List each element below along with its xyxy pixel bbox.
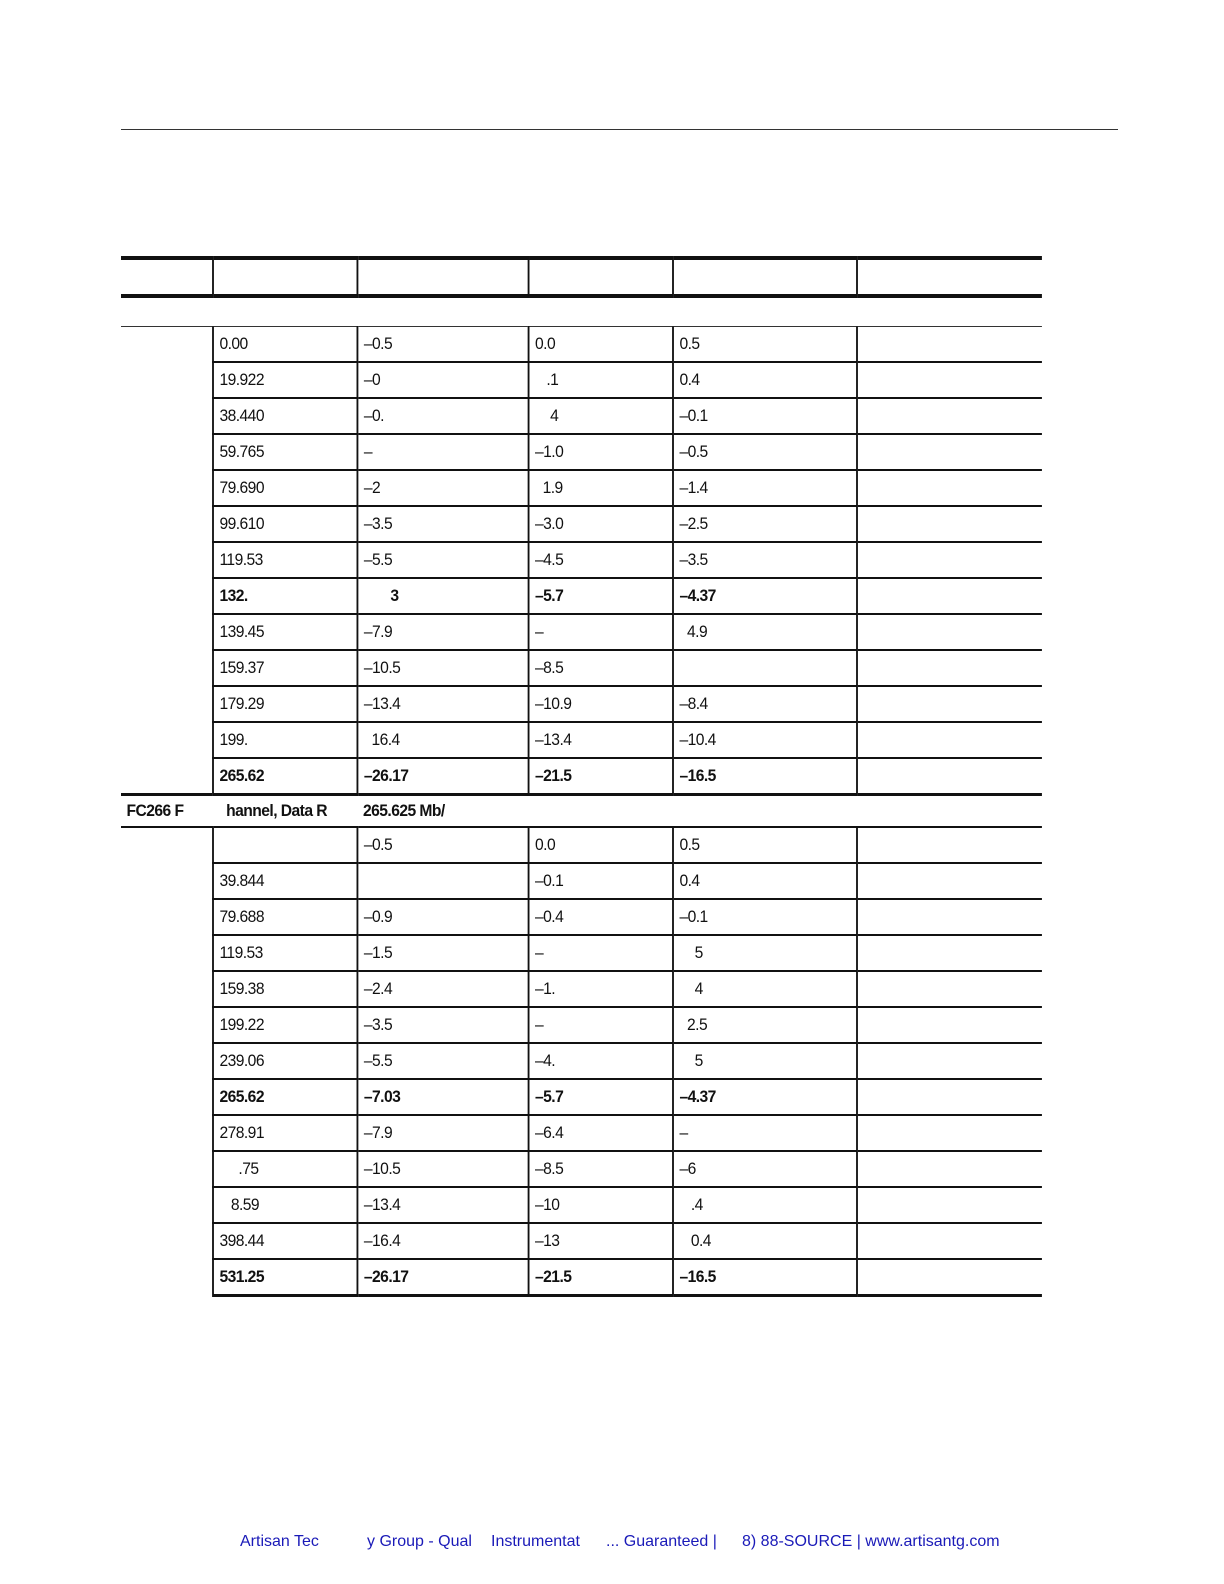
table-row: [121, 1007, 1042, 1043]
header-cell: [673, 258, 857, 296]
table-cell: –4.5: [529, 542, 673, 578]
footer: [0, 1533, 1224, 1555]
table-cell: 16.4: [357, 722, 528, 758]
row-label-cell: [121, 506, 213, 542]
table-cell: 4: [673, 971, 857, 1007]
table-cell: 119.53: [213, 935, 357, 971]
table-cell: 4: [529, 398, 673, 434]
table-cell: –7.03: [357, 1079, 528, 1115]
header-cell: [213, 258, 357, 296]
table-cell: 0.4: [673, 1223, 857, 1259]
table-cell: –0: [357, 362, 528, 398]
row-label-cell: [121, 434, 213, 470]
table-cell: –13.4: [529, 722, 673, 758]
table-cell: 38.440: [213, 398, 357, 434]
table-row: [121, 1043, 1042, 1079]
header-cell: [357, 258, 528, 296]
table-row: [121, 506, 1042, 542]
table-cell: –26.17: [357, 1259, 528, 1296]
table-cell: 398.44: [213, 1223, 357, 1259]
table-cell: 8.59: [213, 1187, 357, 1223]
row-label-cell: [121, 614, 213, 650]
row-label-cell: [121, 686, 213, 722]
table-row: [121, 1115, 1042, 1151]
table-row: [121, 650, 1042, 686]
table-cell: –16.5: [673, 758, 857, 795]
row-label-cell: [121, 1115, 213, 1151]
table-row: [121, 542, 1042, 578]
table-cell: –13.4: [357, 1187, 528, 1223]
table-row: [121, 935, 1042, 971]
row-label-cell: [121, 470, 213, 506]
table-cell: 0.4: [673, 863, 857, 899]
table-cell: –1.: [529, 971, 673, 1007]
table-cell: 4.9: [673, 614, 857, 650]
table-row: [121, 470, 1042, 506]
table-row: [121, 1223, 1042, 1259]
table-row: [121, 614, 1042, 650]
row-label-cell: [121, 935, 213, 971]
table-cell: 0.0: [529, 327, 673, 363]
table-cell: –3.0: [529, 506, 673, 542]
row-label-cell: [121, 650, 213, 686]
table-header-row: [121, 258, 1042, 296]
table-cell: –4.: [529, 1043, 673, 1079]
table-cell: [857, 899, 1042, 935]
table-row: [121, 827, 1042, 863]
table-cell: 99.610: [213, 506, 357, 542]
table-cell: 0.00: [213, 327, 357, 363]
table-cell: –6: [673, 1151, 857, 1187]
row-label-cell: [121, 899, 213, 935]
table-cell: [857, 1043, 1042, 1079]
table-cell: 179.29: [213, 686, 357, 722]
section-spacer-row: [121, 296, 1042, 327]
table-cell: –: [529, 935, 673, 971]
table-cell: [857, 1187, 1042, 1223]
table-cell: –1.4: [673, 470, 857, 506]
table-cell: 5: [673, 935, 857, 971]
table-row: [121, 327, 1042, 363]
table-cell: 39.844: [213, 863, 357, 899]
table-cell: 239.06: [213, 1043, 357, 1079]
table-cell: –8.5: [529, 1151, 673, 1187]
table-cell: [857, 1223, 1042, 1259]
table-cell: –7.9: [357, 1115, 528, 1151]
table-cell: [857, 650, 1042, 686]
table-cell: .4: [673, 1187, 857, 1223]
table-cell: –2: [357, 470, 528, 506]
table-cell: [857, 506, 1042, 542]
table-cell: –13.4: [357, 686, 528, 722]
table-cell: 0.0: [529, 827, 673, 863]
table-cell: [857, 470, 1042, 506]
table-row: [121, 1079, 1042, 1115]
table-cell: –5.5: [357, 1043, 528, 1079]
table-cell: 79.688: [213, 899, 357, 935]
table-cell: –1.5: [357, 935, 528, 971]
table-cell: –7.9: [357, 614, 528, 650]
table-row: [121, 971, 1042, 1007]
row-label-cell: [121, 827, 213, 863]
table-cell: –2.5: [673, 506, 857, 542]
header-cell: [529, 258, 673, 296]
footer-text-4[interactable]: ... Guaranteed |: [606, 1533, 717, 1550]
table-cell: 265.62: [213, 758, 357, 795]
table-cell: 531.25: [213, 1259, 357, 1296]
table-row: [121, 722, 1042, 758]
table-cell: –6.4: [529, 1115, 673, 1151]
table-cell: –5.7: [529, 578, 673, 614]
row-label-cell: [121, 327, 213, 363]
table-cell: 5: [673, 1043, 857, 1079]
table-cell: [857, 434, 1042, 470]
table-cell: 119.53: [213, 542, 357, 578]
row-label-cell: [121, 1187, 213, 1223]
table-cell: –10.9: [529, 686, 673, 722]
table-cell: –8.4: [673, 686, 857, 722]
table-row: [121, 899, 1042, 935]
table-cell: [857, 1151, 1042, 1187]
table-cell: 199.: [213, 722, 357, 758]
table-cell: –0.4: [529, 899, 673, 935]
table-cell: –26.17: [357, 758, 528, 795]
table-cell: [857, 542, 1042, 578]
table-cell: [857, 686, 1042, 722]
table-cell: –0.9: [357, 899, 528, 935]
row-label-cell: [121, 1007, 213, 1043]
table-cell: [857, 327, 1042, 363]
table-cell: –21.5: [529, 758, 673, 795]
table-cell: 199.22: [213, 1007, 357, 1043]
table-cell: [857, 1115, 1042, 1151]
table-cell: –2.4: [357, 971, 528, 1007]
table-cell: [857, 362, 1042, 398]
table-cell: –4.37: [673, 578, 857, 614]
table-row: [121, 758, 1042, 795]
table-cell: [357, 863, 528, 899]
table-cell: [857, 1079, 1042, 1115]
table-cell: 0.5: [673, 327, 857, 363]
table-cell: 265.62: [213, 1079, 357, 1115]
row-label-cell: [121, 542, 213, 578]
table-cell: [857, 827, 1042, 863]
table-cell: –5.5: [357, 542, 528, 578]
table-cell: [857, 614, 1042, 650]
row-label-cell: [121, 398, 213, 434]
row-label-cell: [121, 722, 213, 758]
table-cell: 3: [357, 578, 528, 614]
row-label-cell: [121, 758, 213, 795]
table-cell: [673, 650, 857, 686]
table-cell: –21.5: [529, 1259, 673, 1296]
table-cell: –10.5: [357, 650, 528, 686]
table-cell: 159.37: [213, 650, 357, 686]
row-label-cell: [121, 578, 213, 614]
footer-text-3[interactable]: Instrumentat: [491, 1533, 580, 1550]
header-cell: [857, 258, 1042, 296]
section-title-row: [121, 795, 1042, 828]
table-cell: –: [357, 434, 528, 470]
footer-text-5[interactable]: 8) 88-SOURCE | www.artisantg.com: [742, 1533, 1000, 1550]
table-cell: 2.5: [673, 1007, 857, 1043]
table-cell: –3.5: [357, 1007, 528, 1043]
table-cell: 19.922: [213, 362, 357, 398]
table-row: [121, 578, 1042, 614]
table-row: [121, 362, 1042, 398]
table-cell: –0.5: [357, 827, 528, 863]
section-title-b: hannel, Data R: [213, 795, 357, 828]
table-row: [121, 1187, 1042, 1223]
table-cell: –10: [529, 1187, 673, 1223]
row-label-cell: [121, 362, 213, 398]
table-cell: [857, 1259, 1042, 1296]
table-row: [121, 398, 1042, 434]
section-title-a: FC266 F: [121, 795, 213, 828]
table-cell: –0.5: [357, 327, 528, 363]
table-cell: .1: [529, 362, 673, 398]
table-row: [121, 863, 1042, 899]
table-cell: [857, 971, 1042, 1007]
table-cell: [857, 863, 1042, 899]
table-cell: –10.5: [357, 1151, 528, 1187]
footer-text-2[interactable]: y Group - Qual: [367, 1533, 472, 1550]
top-rule: [121, 129, 1118, 130]
spec-table: [121, 256, 1042, 1297]
table-cell: [213, 827, 357, 863]
table-cell: –4.37: [673, 1079, 857, 1115]
table-cell: –0.: [357, 398, 528, 434]
table-cell: 79.690: [213, 470, 357, 506]
table-cell: –0.1: [673, 899, 857, 935]
table-cell: –: [673, 1115, 857, 1151]
table-cell: 59.765: [213, 434, 357, 470]
table-cell: 0.4: [673, 362, 857, 398]
table-cell: [857, 1007, 1042, 1043]
table-cell: –16.5: [673, 1259, 857, 1296]
table-row: [121, 434, 1042, 470]
row-label-cell: [121, 1259, 213, 1296]
table-cell: –: [529, 1007, 673, 1043]
table-row: [121, 1151, 1042, 1187]
table-cell: –3.5: [357, 506, 528, 542]
table-cell: –16.4: [357, 1223, 528, 1259]
table-cell: –1.0: [529, 434, 673, 470]
table-cell: [857, 722, 1042, 758]
table-cell: .75: [213, 1151, 357, 1187]
row-label-cell: [121, 1079, 213, 1115]
table-cell: 1.9: [529, 470, 673, 506]
table-cell: –: [529, 614, 673, 650]
table-cell: –5.7: [529, 1079, 673, 1115]
header-cell: [121, 258, 213, 296]
table-cell: –0.1: [673, 398, 857, 434]
table-cell: 159.38: [213, 971, 357, 1007]
table-cell: [857, 758, 1042, 795]
footer-text-1[interactable]: Artisan Tec: [240, 1533, 319, 1550]
table-cell: 139.45: [213, 614, 357, 650]
section-title-c: 265.625 Mb/: [357, 795, 528, 828]
table-cell: –13: [529, 1223, 673, 1259]
table-cell: –3.5: [673, 542, 857, 578]
table-row: [121, 686, 1042, 722]
row-label-cell: [121, 971, 213, 1007]
table-cell: –0.1: [529, 863, 673, 899]
table-cell: –8.5: [529, 650, 673, 686]
table-cell: [857, 935, 1042, 971]
table-row: [121, 1259, 1042, 1296]
row-label-cell: [121, 1043, 213, 1079]
table-cell: –10.4: [673, 722, 857, 758]
table-cell: –0.5: [673, 434, 857, 470]
table-cell: 278.91: [213, 1115, 357, 1151]
table-cell: [857, 398, 1042, 434]
table-cell: 132.: [213, 578, 357, 614]
table-cell: [857, 578, 1042, 614]
table-cell: 0.5: [673, 827, 857, 863]
row-label-cell: [121, 1151, 213, 1187]
row-label-cell: [121, 863, 213, 899]
row-label-cell: [121, 1223, 213, 1259]
